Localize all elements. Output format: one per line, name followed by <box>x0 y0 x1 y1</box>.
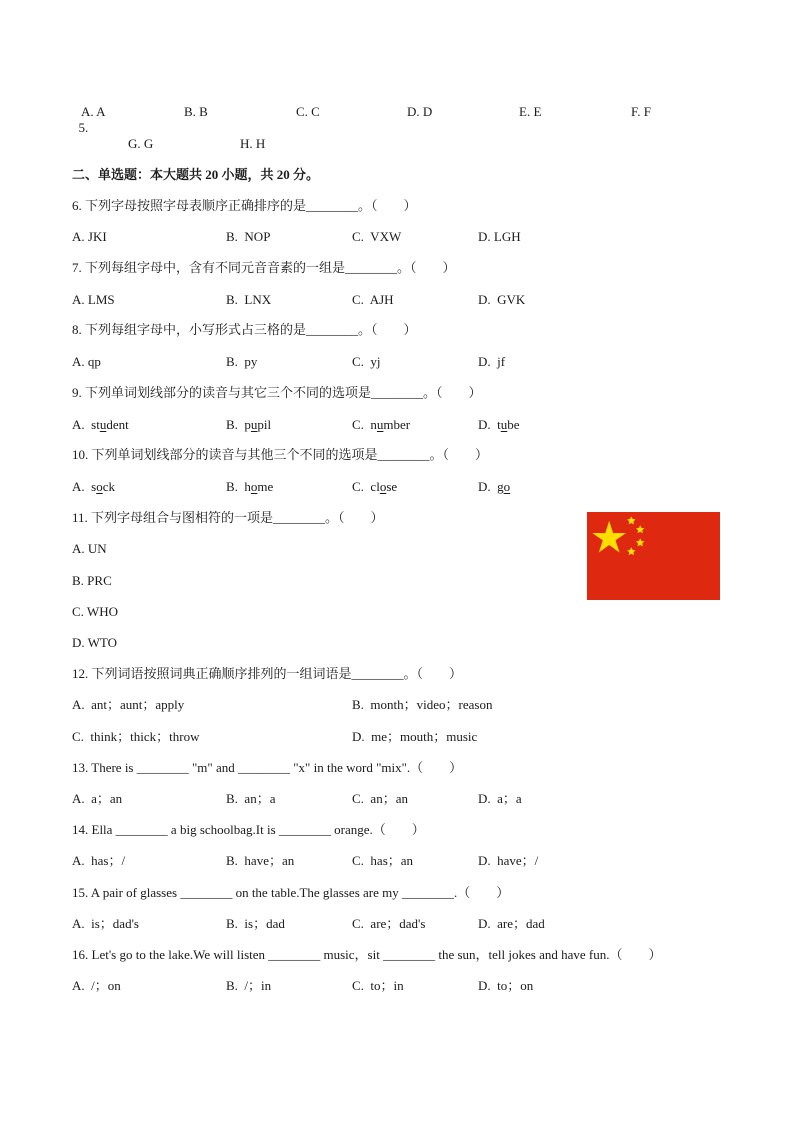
option-text: B. h <box>226 479 251 494</box>
q10-option-d <box>478 479 510 495</box>
q15-option-b: B. is；dad <box>226 916 285 931</box>
q9-option-c <box>352 417 410 433</box>
question-stem: 8. 下列每组字母中，小写形式占三格的是________。（ ） <box>72 322 417 337</box>
q5-option-c: C. C <box>296 104 320 119</box>
q15-option-a: A. is；dad's <box>72 916 139 931</box>
question-stem: 13. There is ________ "m" and ________ "x" in the word "mix".（ ） <box>72 760 463 775</box>
option-text: A. s <box>72 479 97 494</box>
option-text: C. cl <box>352 479 380 494</box>
question-stem: 16. Let's go to the lake.We will listen ________ music，sit ________ the sun，tell jokes and have fun.（ ） <box>72 947 662 962</box>
q12-option-b: B. month；video；reason <box>352 697 493 712</box>
option-text: pil <box>257 417 272 432</box>
option-text: me <box>257 479 274 494</box>
q16-option-c: C. to；in <box>352 978 404 993</box>
option-text: C. n <box>352 417 377 432</box>
q7-option-d: D. GVK <box>478 292 526 307</box>
q9-option-a <box>72 417 129 433</box>
q7-option-a: A. LMS <box>72 292 115 307</box>
question-stem: 14. Ella ________ a big schoolbag.It is ________ orange.（ ） <box>72 822 425 837</box>
question-stem: 10. 下列单词划线部分的读音与其他三个不同的选项是________。（ ） <box>72 447 489 462</box>
question-stem: 9. 下列单词划线部分的读音与其它三个不同的选项是________。（ ） <box>72 385 482 400</box>
q10-option-c <box>352 479 397 495</box>
option-text: mber <box>383 417 411 432</box>
q12-option-c: C. think；thick；throw <box>72 729 200 744</box>
q5-option-a: A. A <box>81 104 106 119</box>
q8-option-a: A. qp <box>72 354 101 369</box>
underlined-letter: o <box>379 479 387 494</box>
q7-option-b: B. LNX <box>226 292 272 307</box>
q7-option-c: C. AJH <box>352 292 394 307</box>
q6-option-a: A. JKI <box>72 229 107 244</box>
q11-option-c: C. WHO <box>72 604 118 619</box>
option-text: B. p <box>226 417 251 432</box>
q15-option-c: C. are；dad's <box>352 916 426 931</box>
q9-option-b <box>226 417 271 433</box>
q13-option-a: A. a；an <box>72 791 123 806</box>
q5-option-b: B. B <box>184 104 208 119</box>
q10-option-a <box>72 479 115 495</box>
option-text: D. g <box>478 479 504 494</box>
q16-option-a: A. /；on <box>72 978 121 993</box>
option-text: ck <box>102 479 115 494</box>
china-flag-image <box>587 512 720 600</box>
underlined-letter: o <box>250 479 258 494</box>
q5-option-e: E. E <box>519 104 542 119</box>
question-stem: 12. 下列词语按照词典正确顺序排列的一组词语是________。（ ） <box>72 666 463 681</box>
q6-option-d: D. LGH <box>478 229 521 244</box>
q11-option-d: D. WTO <box>72 635 118 650</box>
option-text: A. st <box>72 417 100 432</box>
q15-option-d: D. are；dad <box>478 916 545 931</box>
underlined-letter: o <box>503 479 511 494</box>
q8-option-d: D. jf <box>478 354 506 369</box>
option-text: D. t <box>478 417 501 432</box>
q12-option-d: D. me；mouth；music <box>352 729 478 744</box>
q14-option-c: C. has；an <box>352 853 414 868</box>
question-stem: 11. 下列字母组合与图相符的一项是________。（ ） <box>72 510 384 525</box>
q6-option-b: B. NOP <box>226 229 271 244</box>
question-stem: 15. A pair of glasses ________ on the table.The glasses are my ________.（ ） <box>72 885 510 900</box>
q5-option-d: D. D <box>407 104 433 119</box>
question-stem: 7. 下列每组字母中，含有不同元音音素的一组是________。（ ） <box>72 260 456 275</box>
q8-option-b: B. py <box>226 354 258 369</box>
q14-option-b: B. have；an <box>226 853 295 868</box>
q10-option-b <box>226 479 273 495</box>
option-text: be <box>507 417 520 432</box>
underlined-letter: u <box>376 417 384 432</box>
underlined-letter: u <box>250 417 258 432</box>
underlined-letter: o <box>96 479 103 494</box>
q9-option-d <box>478 417 520 433</box>
flag-field <box>587 512 720 600</box>
q6-option-c: C. VXW <box>352 229 402 244</box>
q5-option-h: H. H <box>240 136 266 151</box>
option-text: dent <box>106 417 129 432</box>
q14-option-d: D. have；/ <box>478 853 539 868</box>
question-stem: 6. 下列字母按照字母表顺序正确排序的是________。（ ） <box>72 198 417 213</box>
q5-option-g: G. G <box>128 136 154 151</box>
underlined-letter: u <box>500 417 508 432</box>
q14-option-a: A. has；/ <box>72 853 126 868</box>
q12-option-a: A. ant；aunt；apply <box>72 697 185 712</box>
q16-option-d: D. to；on <box>478 978 534 993</box>
section-heading: 二、单选题：本大题共 20 小题，共 20 分。 <box>72 167 320 182</box>
q13-option-d: D. a；a <box>478 791 522 806</box>
q11-option-b: B. PRC <box>72 573 112 588</box>
q5-option-f: F. F <box>631 104 651 119</box>
q16-option-b: B. /；in <box>226 978 272 993</box>
q11-option-a: A. UN <box>72 541 107 556</box>
q8-option-c: C. yj <box>352 354 381 369</box>
q5-stem: 5. <box>78 120 92 135</box>
q13-option-c: C. an；an <box>352 791 408 806</box>
option-text: se <box>386 479 398 494</box>
underlined-letter: u <box>99 417 107 432</box>
q13-option-b: B. an；a <box>226 791 276 806</box>
